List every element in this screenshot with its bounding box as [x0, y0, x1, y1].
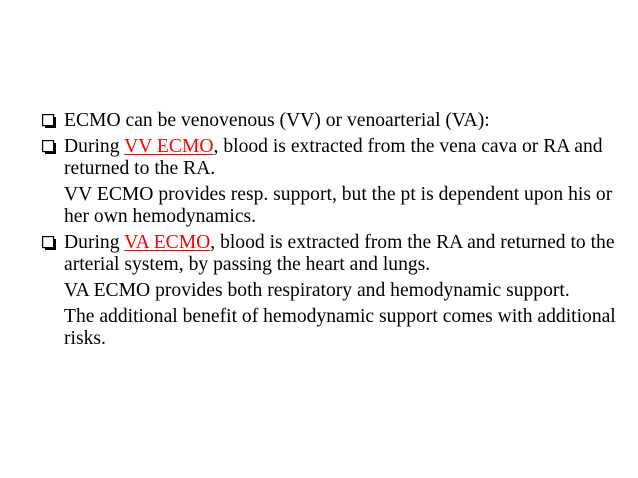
bullet-vv-ecmo [40, 136, 630, 180]
va-ecmo-note-2 [40, 306, 630, 350]
hollow-square-bullet-icon [42, 140, 57, 155]
bullet-prefix: During [64, 136, 125, 157]
slide-body [40, 110, 630, 354]
bullet-suffix: , blood is extracted from the RA and returned to the arterial system, by passing the heart and lungs. [64, 232, 615, 275]
bullet-prefix: During [64, 232, 125, 253]
hollow-square-bullet-icon [42, 114, 57, 129]
note-text: VA ECMO provides both respiratory and hemodynamic support. [64, 280, 570, 301]
va-ecmo-link[interactable]: VA ECMO [124, 232, 211, 253]
note-text: The additional benefit of hemodynamic support comes with additional risks. [64, 306, 616, 349]
bullet-text: ECMO can be venovenous (VV) or venoarterial (VA): [64, 110, 490, 131]
hollow-square-bullet-icon [42, 236, 57, 251]
vv-ecmo-link[interactable]: VV ECMO [124, 136, 214, 157]
bullet-suffix: , blood is extracted from the vena cava or RA and returned to the RA. [64, 136, 603, 179]
note-text: VV ECMO provides resp. support, but the pt is dependent upon his or her own hemodynamics. [64, 184, 613, 227]
vv-ecmo-note [40, 184, 630, 228]
bullet-ecmo-types [40, 110, 630, 132]
va-ecmo-note-1 [40, 280, 630, 302]
bullet-va-ecmo [40, 232, 630, 276]
